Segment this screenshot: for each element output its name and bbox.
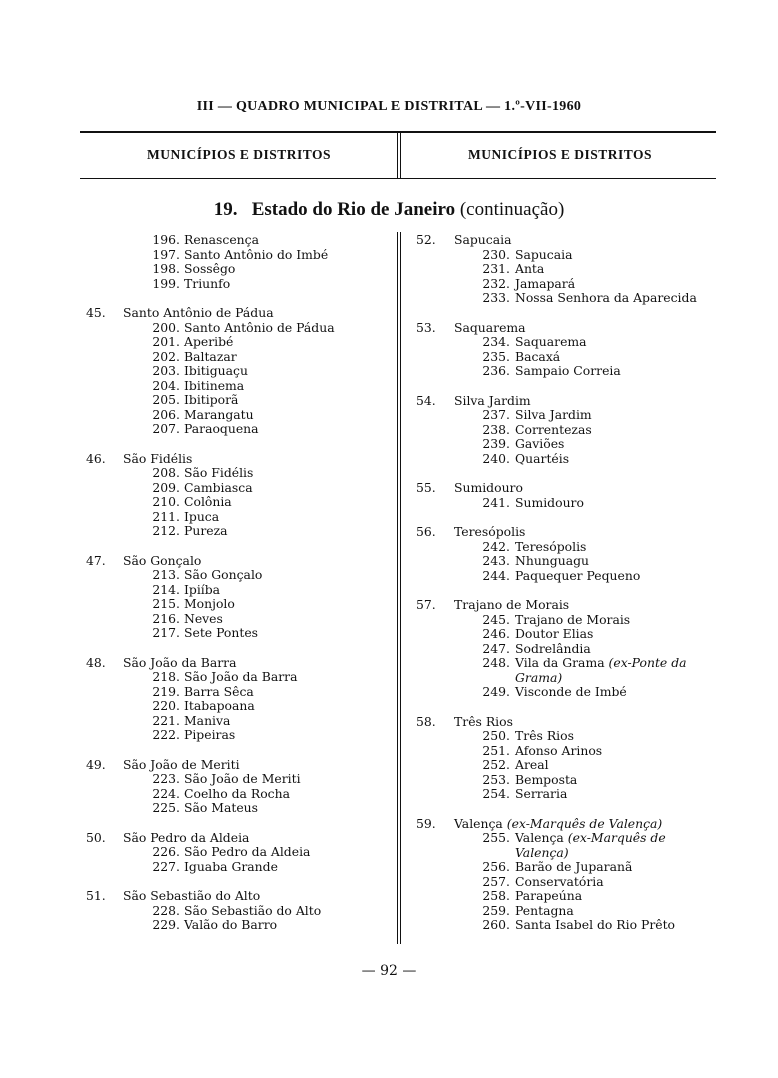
district-name: Ibitiguaçu [184, 363, 248, 378]
district-number: 218. [152, 669, 180, 684]
district-row [80, 670, 395, 685]
district-name: Parapeúna [515, 888, 583, 903]
municipality-number: 51. [86, 888, 106, 903]
municipality-name: São Sebastião do Alto [123, 888, 261, 903]
district-name: Visconde de Imbé [515, 684, 627, 699]
district-name: Ibitinema [184, 377, 245, 393]
district-number: 221. [152, 712, 180, 728]
municipality-row [410, 525, 722, 540]
district-number: 235. [482, 348, 510, 364]
district-row [80, 845, 395, 860]
district-number: 239. [482, 436, 510, 451]
district-number: 210. [152, 494, 180, 509]
district-number: 226. [152, 844, 180, 859]
district-name: Monjolo [184, 596, 235, 611]
district-name: Sete Pontes [184, 625, 259, 640]
municipality-name: São Pedro da Aldeia [123, 829, 250, 845]
page-number: — 92 — [361, 963, 417, 979]
district-row [80, 860, 395, 875]
municipality-spacer [410, 510, 722, 525]
municipality-spacer [80, 291, 395, 306]
district-name: Doutor Elias [515, 626, 594, 641]
district-row [410, 408, 722, 423]
municipality-name: São João da Barra [123, 654, 237, 670]
district-row [80, 583, 395, 598]
district-number: 233. [482, 290, 510, 305]
district-row [410, 291, 722, 306]
district-name: Conservatória [515, 873, 604, 889]
district-row [80, 728, 395, 743]
district-number: 250. [482, 728, 510, 743]
municipality-name: Três Rios [454, 713, 513, 729]
district-number: 229. [152, 917, 180, 932]
district-row [80, 801, 395, 816]
district-number: 243. [482, 553, 510, 568]
municipality-spacer [80, 816, 395, 831]
section-number: 19. [213, 199, 238, 220]
district-number: 207. [152, 421, 180, 436]
district-name: Trajano de Morais [515, 611, 631, 627]
district-row [410, 787, 722, 802]
district-name: Anta [515, 261, 545, 276]
municipality-row [410, 817, 722, 832]
district-number: 215. [152, 596, 180, 611]
district-number: 259. [482, 902, 510, 918]
municipality-name: Trajano de Morais [454, 597, 570, 612]
district-name: Afonso Arinos [515, 742, 603, 758]
district-row [410, 889, 722, 904]
district-number: 236. [482, 363, 510, 378]
district-name: Bemposta [515, 771, 578, 787]
district-row [80, 714, 395, 729]
district-row [80, 612, 395, 627]
district-number: 211. [152, 508, 180, 524]
municipality-row [410, 598, 722, 613]
district-name: Cambiasca [184, 479, 253, 495]
district-number: 258. [482, 888, 510, 903]
municipality-spacer [80, 743, 395, 758]
municipality-number: 58. [416, 713, 436, 729]
district-row [80, 481, 395, 496]
district-name: Nhunguagu [515, 553, 589, 568]
district-name: Pureza [184, 523, 228, 538]
district-name: Três Rios [515, 728, 574, 743]
district-row [410, 831, 722, 860]
district-row [410, 656, 722, 685]
district-name: Sodrelândia [515, 640, 591, 656]
district-name: Iguaba Grande [184, 858, 278, 874]
district-number: 225. [152, 800, 180, 815]
district-row [80, 277, 395, 292]
municipality-spacer [410, 700, 722, 715]
district-row [80, 466, 395, 481]
section-state-name: Estado do Rio de Janeiro [251, 199, 456, 220]
district-row [80, 524, 395, 539]
district-name: Ipuca [184, 508, 220, 524]
district-name: Itabapoana [184, 698, 255, 713]
district-number: 227. [152, 858, 180, 874]
municipality-number: 54. [416, 392, 436, 408]
district-row [80, 248, 395, 263]
district-row [410, 875, 722, 890]
district-row [410, 277, 722, 292]
municipality-name: Santo Antônio de Pádua [123, 305, 274, 320]
district-number: 203. [152, 363, 180, 378]
district-number: 197. [152, 246, 180, 262]
municipality-row [80, 656, 395, 671]
district-row [410, 744, 722, 759]
district-number: 217. [152, 625, 180, 640]
municipality-number: 52. [416, 232, 436, 247]
municipality-spacer [410, 466, 722, 481]
district-row [410, 248, 722, 263]
district-row [410, 554, 722, 569]
district-name: Bacaxá [515, 348, 561, 364]
district-row [80, 408, 395, 423]
district-number: 214. [152, 581, 180, 597]
municipality-name: Sumidouro [454, 480, 523, 495]
district-row [410, 613, 722, 628]
district-name: Serraria [515, 786, 568, 801]
district-number: 254. [482, 786, 510, 801]
municipality-spacer [80, 437, 395, 452]
district-row [410, 437, 722, 452]
municipality-row [410, 233, 722, 248]
district-number: 231. [482, 261, 510, 276]
district-name: Coelho da Rocha [184, 785, 290, 801]
district-number: 245. [482, 611, 510, 627]
district-number: 216. [152, 610, 180, 626]
municipality-spacer [410, 802, 722, 817]
municipality-row [80, 306, 395, 321]
district-row [410, 918, 722, 933]
district-row [410, 423, 722, 438]
district-number: 246. [482, 626, 510, 641]
district-number: 201. [152, 334, 180, 349]
district-name: Sossêgo [184, 261, 236, 276]
district-name: Ibitiporã [184, 392, 239, 407]
municipality-note: (ex-Marquês de Valença) [506, 815, 663, 831]
district-number: 241. [482, 494, 510, 510]
district-number: 242. [482, 538, 510, 554]
district-row [80, 233, 395, 248]
municipality-number: 46. [86, 450, 106, 466]
district-name: Sapucaia [515, 246, 573, 262]
municipality-spacer [410, 379, 722, 394]
left-column-heading: MUNICÍPIOS E DISTRITOS [146, 147, 332, 162]
district-row [410, 364, 722, 379]
left-column [80, 233, 395, 933]
district-row [410, 729, 722, 744]
district-row [410, 860, 722, 875]
municipality-row [410, 394, 722, 409]
heading-rule [80, 178, 716, 179]
district-row [410, 452, 722, 467]
district-number: 208. [152, 465, 180, 480]
municipality-name: São Fidélis [123, 450, 193, 466]
district-row [80, 364, 395, 379]
district-name: Santa Isabel do Rio Prêto [515, 917, 676, 932]
district-row [80, 904, 395, 919]
district-number: 238. [482, 421, 510, 437]
district-number: 202. [152, 348, 180, 364]
district-row [80, 699, 395, 714]
district-row [80, 597, 395, 612]
municipality-row [80, 889, 395, 904]
page-header: III — QUADRO MUNICIPAL E DISTRITAL — 1.º-VII-1960 [196, 99, 582, 114]
district-name: Renascença [184, 232, 259, 247]
municipality-spacer [410, 583, 722, 598]
municipality-spacer [80, 539, 395, 554]
municipality-name: Silva Jardim [454, 392, 531, 408]
district-name: Gaviões [515, 436, 565, 451]
district-row [410, 350, 722, 365]
district-name: Valença [515, 830, 564, 845]
district-name: Ipiíba [184, 581, 221, 597]
municipality-number: 53. [416, 319, 436, 335]
municipality-number: 55. [416, 480, 436, 495]
district-row [410, 642, 722, 657]
district-name: São Sebastião do Alto [184, 902, 322, 918]
district-name: Triunfo [184, 275, 231, 291]
district-row [80, 685, 395, 700]
district-name: Barra Sêca [184, 683, 254, 699]
district-number: 198. [152, 261, 180, 276]
district-name: Barão de Juparanã [515, 859, 633, 874]
district-number: 234. [482, 334, 510, 349]
district-number: 248. [482, 655, 510, 670]
district-name: São João de Meriti [184, 771, 301, 786]
municipality-name: Teresópolis [454, 524, 526, 539]
district-number: 224. [152, 785, 180, 801]
district-name: Silva Jardim [515, 407, 592, 422]
municipality-row [410, 481, 722, 496]
district-number: 223. [152, 771, 180, 786]
district-number: 200. [152, 319, 180, 335]
municipality-name: Valença [454, 815, 503, 831]
district-row [410, 758, 722, 773]
district-row [410, 335, 722, 350]
district-number: 219. [152, 683, 180, 699]
district-name: Paquequer Pequeno [515, 567, 641, 583]
district-row [80, 918, 395, 933]
municipality-row [80, 452, 395, 467]
district-name: Neves [184, 610, 223, 626]
district-number: 249. [482, 684, 510, 699]
district-row [410, 569, 722, 584]
municipality-row [80, 831, 395, 846]
district-number: 209. [152, 479, 180, 495]
district-row [80, 422, 395, 437]
district-number: 220. [152, 698, 180, 713]
district-name: Jamapará [515, 275, 576, 291]
section-note: (continuação) [459, 199, 565, 220]
district-row [410, 540, 722, 555]
district-name: Marangatu [184, 406, 254, 422]
district-row [80, 262, 395, 277]
district-number: 230. [482, 246, 510, 262]
district-number: 206. [152, 406, 180, 422]
district-row [80, 350, 395, 365]
district-number: 252. [482, 757, 510, 772]
district-name: Correntezas [515, 421, 592, 437]
district-row [410, 904, 722, 919]
district-number: 244. [482, 567, 510, 583]
body-column-divider [397, 232, 401, 944]
district-name: Vila da Grama [515, 655, 605, 670]
district-name: Quartéis [515, 450, 570, 466]
municipality-number: 48. [86, 654, 106, 670]
municipality-name: Sapucaia [454, 232, 512, 247]
district-number: 213. [152, 567, 180, 582]
district-number: 240. [482, 450, 510, 466]
municipality-name: Saquarema [454, 319, 526, 335]
district-note: (ex-Marquês de Valença) [515, 830, 666, 860]
district-row [80, 379, 395, 394]
district-name: Santo Antônio de Pádua [184, 319, 335, 335]
district-number: 196. [152, 232, 180, 247]
municipality-row [410, 321, 722, 336]
district-number: 237. [482, 407, 510, 422]
municipality-number: 56. [416, 524, 436, 539]
municipality-number: 59. [416, 815, 436, 831]
municipality-name: São Gonçalo [123, 552, 202, 568]
municipality-spacer [410, 306, 722, 321]
district-row [80, 626, 395, 641]
district-name: Sampaio Correia [515, 363, 621, 378]
section-title [0, 199, 778, 221]
district-name: Maniva [184, 712, 231, 728]
district-number: 232. [482, 275, 510, 291]
municipality-name: São João de Meriti [123, 756, 240, 772]
district-name: São Mateus [184, 800, 258, 815]
district-number: 257. [482, 873, 510, 889]
municipality-row [80, 758, 395, 773]
district-number: 205. [152, 392, 180, 407]
district-number: 253. [482, 771, 510, 787]
district-name: Pipeiras [184, 727, 236, 742]
district-row [410, 627, 722, 642]
district-number: 199. [152, 275, 180, 291]
district-name: Pentagna [515, 902, 574, 918]
district-row [80, 335, 395, 350]
district-number: 222. [152, 727, 180, 742]
district-row [410, 773, 722, 788]
district-number: 260. [482, 917, 510, 932]
municipality-number: 45. [86, 305, 106, 320]
district-row [410, 262, 722, 277]
right-column [410, 233, 722, 933]
district-row [80, 568, 395, 583]
municipality-spacer [80, 641, 395, 656]
municipality-spacer [80, 874, 395, 889]
district-note: (ex-Ponte da Grama) [515, 655, 687, 685]
district-name: Paraoquena [184, 421, 259, 436]
right-column-heading: MUNICÍPIOS E DISTRITOS [467, 147, 653, 162]
district-name: Nossa Senhora da Aparecida [515, 290, 697, 305]
district-row [80, 787, 395, 802]
municipality-row [410, 715, 722, 730]
district-row [80, 321, 395, 336]
district-name: Sumidouro [515, 494, 584, 510]
municipality-number: 47. [86, 552, 106, 568]
district-row [410, 496, 722, 511]
district-row [80, 393, 395, 408]
municipality-number: 49. [86, 756, 106, 772]
district-name: Saquarema [515, 334, 587, 349]
district-number: 255. [482, 830, 510, 845]
district-row [80, 510, 395, 525]
district-name: Baltazar [184, 348, 237, 364]
district-name: Colônia [184, 494, 232, 509]
municipality-number: 57. [416, 597, 436, 612]
district-name: Valão do Barro [184, 917, 278, 932]
district-row [80, 772, 395, 787]
municipality-row [80, 554, 395, 569]
district-number: 251. [482, 742, 510, 758]
district-name: São João da Barra [184, 669, 298, 684]
municipality-number: 50. [86, 829, 106, 845]
district-number: 212. [152, 523, 180, 538]
district-name: Aperibé [184, 334, 234, 349]
district-number: 247. [482, 640, 510, 656]
heading-column-divider [397, 133, 401, 178]
district-number: 256. [482, 859, 510, 874]
district-name: São Gonçalo [184, 567, 263, 582]
district-row [410, 685, 722, 700]
district-name: Teresópolis [515, 538, 587, 554]
district-row [80, 495, 395, 510]
district-name: Santo Antônio do Imbé [184, 246, 329, 262]
district-number: 228. [152, 902, 180, 918]
district-number: 204. [152, 377, 180, 393]
district-name: São Fidélis [184, 465, 254, 480]
district-name: Areal [515, 757, 549, 772]
district-name: São Pedro da Aldeia [184, 844, 311, 859]
